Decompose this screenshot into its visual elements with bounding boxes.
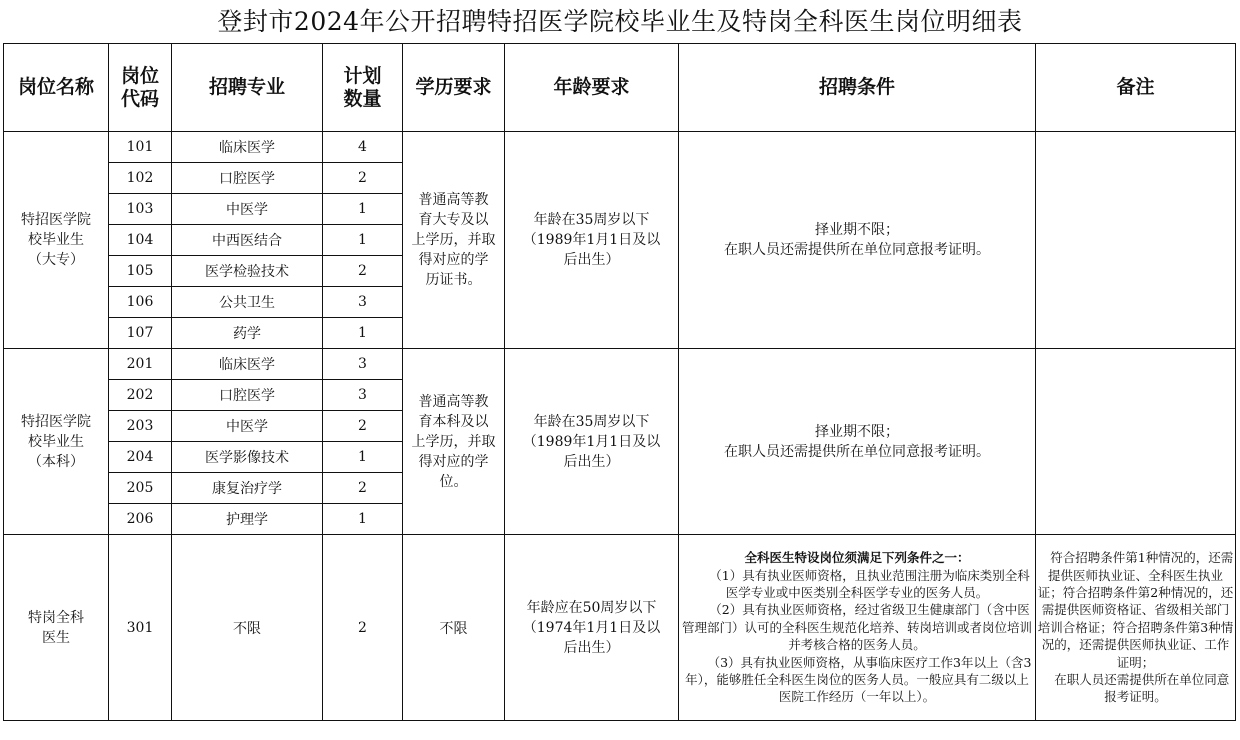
age-cell: 年龄在35周岁以下 （1989年1月1日及以 后出生） (505, 132, 679, 349)
post-name-cell: 特岗全科 医生 (4, 535, 109, 721)
post-code-cell: 203 (109, 411, 172, 442)
major-cell: 中医学 (172, 411, 323, 442)
post-code-cell: 206 (109, 504, 172, 535)
major-cell: 中西医结合 (172, 225, 323, 256)
table-row (4, 349, 1236, 380)
age-cell: 年龄在35周岁以下 （1989年1月1日及以 后出生） (505, 349, 679, 535)
header-notes: 备注 (1036, 44, 1236, 132)
post-code-cell: 107 (109, 318, 172, 349)
major-cell: 中医学 (172, 194, 323, 225)
positions-table (3, 43, 1236, 721)
post-code-cell: 102 (109, 163, 172, 194)
count-cell: 2 (323, 535, 403, 721)
post-code-cell: 201 (109, 349, 172, 380)
count-cell: 1 (323, 225, 403, 256)
count-cell: 2 (323, 256, 403, 287)
count-cell: 1 (323, 442, 403, 473)
education-cell: 不限 (403, 535, 505, 721)
header-post-name: 岗位名称 (4, 44, 109, 132)
count-cell: 3 (323, 380, 403, 411)
post-name-cell: 特招医学院 校毕业生 （大专） (4, 132, 109, 349)
education-cell: 普通高等教 育大专及以 上学历，并取 得对应的学 历证书。 (403, 132, 505, 349)
conditions-cell: 择业期不限； 在职人员还需提供所在单位同意报考证明。 (679, 349, 1036, 535)
condition-item: （1）具有执业医师资格，且执业范围注册为临床类别全科医学专业或中医类别全科医学专业的医务人员。 (709, 567, 1030, 600)
age-cell: 年龄应在50周岁以下 （1974年1月1日及以 后出生） (505, 535, 679, 721)
count-cell: 2 (323, 411, 403, 442)
header-age: 年龄要求 (505, 44, 679, 132)
header-major: 招聘专业 (172, 44, 323, 132)
post-code-cell: 205 (109, 473, 172, 504)
conditions-cell (679, 535, 1036, 721)
header-conditions: 招聘条件 (679, 44, 1036, 132)
post-code-cell: 301 (109, 535, 172, 721)
post-code-cell: 105 (109, 256, 172, 287)
conditions-cell: 择业期不限； 在职人员还需提供所在单位同意报考证明。 (679, 132, 1036, 349)
count-cell: 2 (323, 473, 403, 504)
notes-cell (1036, 535, 1236, 721)
count-cell: 1 (323, 318, 403, 349)
table-row (4, 535, 1236, 721)
count-cell: 1 (323, 194, 403, 225)
major-cell: 口腔医学 (172, 163, 323, 194)
count-cell: 3 (323, 349, 403, 380)
major-cell: 临床医学 (172, 132, 323, 163)
major-cell: 药学 (172, 318, 323, 349)
post-code-cell: 103 (109, 194, 172, 225)
post-code-cell: 204 (109, 442, 172, 473)
header-row (4, 44, 1236, 132)
conditions-title: 全科医生特设岗位须满足下列条件之一： (744, 550, 970, 566)
header-education: 学历要求 (403, 44, 505, 132)
post-code-cell: 106 (109, 287, 172, 318)
note-paragraph: 符合招聘条件第1种情况的，还需提供医师执业证、全科医生执业证；符合招聘条件第2种情况的，还需提供医师资格证、省级相关部门培训合格证；符合招聘条件第3种情况的，还需提供医师执业证、工作证明； (1037, 550, 1234, 670)
count-cell: 4 (323, 132, 403, 163)
major-cell: 不限 (172, 535, 323, 721)
education-cell: 普通高等教 育本科及以 上学历，并取 得对应的学 位。 (403, 349, 505, 535)
count-cell: 3 (323, 287, 403, 318)
condition-item: （3）具有执业医师资格，从事临床医疗工作3年以上（含3年），能够胜任全科医生岗位的医务人员。一般应具有二级以上医院工作经历（一年以上）。 (685, 654, 1032, 705)
major-cell: 医学检验技术 (172, 256, 323, 287)
condition-item: （2）具有执业医师资格，经过省级卫生健康部门（含中医管理部门）认可的全科医生规范化培养、转岗培训或者岗位培训并考核合格的医务人员。 (681, 602, 1032, 653)
post-code-cell: 104 (109, 225, 172, 256)
post-code-cell: 101 (109, 132, 172, 163)
major-cell: 临床医学 (172, 349, 323, 380)
table-row (4, 132, 1236, 163)
header-post-code: 岗位 代码 (109, 44, 172, 132)
post-name-cell: 特招医学院 校毕业生 （本科） (4, 349, 109, 535)
count-cell: 2 (323, 163, 403, 194)
major-cell: 康复治疗学 (172, 473, 323, 504)
count-cell: 1 (323, 504, 403, 535)
note-paragraph: 在职人员还需提供所在单位同意报考证明。 (1054, 672, 1230, 705)
notes-cell (1036, 349, 1236, 535)
post-code-cell: 202 (109, 380, 172, 411)
major-cell: 护理学 (172, 504, 323, 535)
major-cell: 公共卫生 (172, 287, 323, 318)
header-plan-count: 计划 数量 (323, 44, 403, 132)
major-cell: 口腔医学 (172, 380, 323, 411)
notes-cell (1036, 132, 1236, 349)
page-title: 登封市2024年公开招聘特招医学院校毕业生及特岗全科医生岗位明细表 (217, 7, 1023, 36)
major-cell: 医学影像技术 (172, 442, 323, 473)
